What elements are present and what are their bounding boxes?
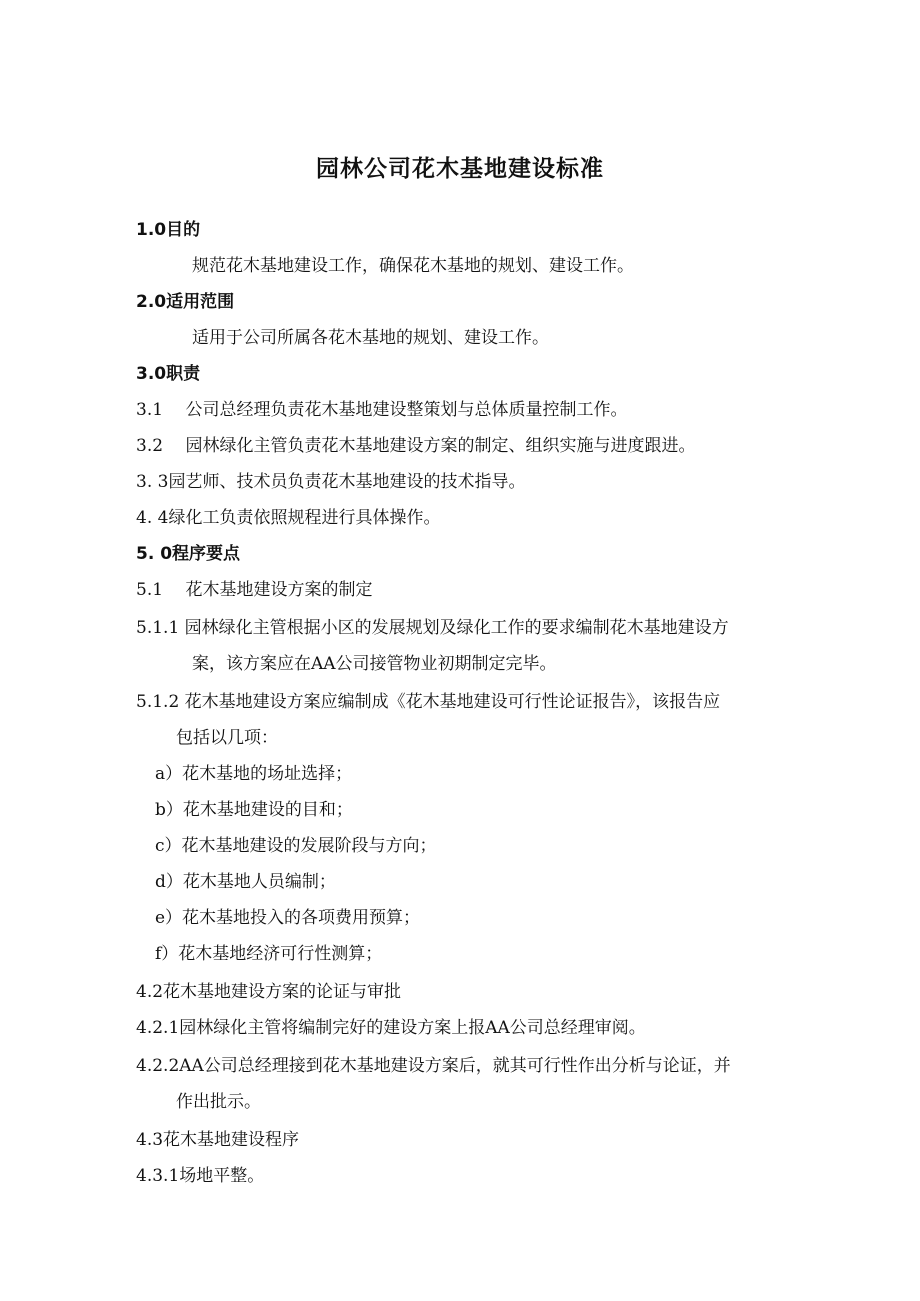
list-item: 4.3花木基地建设程序 bbox=[136, 1130, 300, 1150]
document-title: 园林公司花木基地建设标准 bbox=[316, 156, 604, 182]
list-item: 4. 4绿化工负责依照规程进行具体操作。 bbox=[136, 508, 441, 528]
heading-responsibility: 3.0职责 bbox=[136, 364, 201, 384]
list-item: 3. 3园艺师、技术员负责花木基地建设的技术指导。 bbox=[136, 472, 526, 492]
list-item: 5.1 花木基地建设方案的制定 bbox=[136, 580, 373, 600]
sub-list-item: d）花木基地人员编制； bbox=[155, 872, 336, 892]
list-item: 3.2 园林绿化主管负责花木基地建设方案的制定、组织实施与进度跟进。 bbox=[136, 436, 696, 456]
heading-scope: 2.0适用范围 bbox=[136, 292, 235, 312]
list-item: 4.2.1园林绿化主管将编制完好的建设方案上报AA公司总经理审阅。 bbox=[136, 1018, 646, 1038]
list-item: 5.1.2 花木基地建设方案应编制成《花木基地建设可行性论证报告》，该报告应 bbox=[136, 692, 721, 712]
paragraph: 规范花木基地建设工作，确保花木基地的规划、建设工作。 bbox=[192, 256, 634, 276]
list-item: 4.2花木基地建设方案的论证与审批 bbox=[136, 982, 402, 1002]
list-item: 4.2.2AA公司总经理接到花木基地建设方案后，就其可行性作出分析与论证，并 bbox=[136, 1056, 731, 1076]
heading-purpose: 1.0目的 bbox=[136, 220, 201, 240]
list-item-continued: 案，该方案应在AA公司接管物业初期制定完毕。 bbox=[192, 654, 557, 674]
sub-list-item: b）花木基地建设的目和； bbox=[155, 800, 353, 820]
list-item: 5.1.1 园林绿化主管根据小区的发展规划及绿化工作的要求编制花木基地建设方 bbox=[136, 618, 729, 638]
list-item: 4.3.1场地平整。 bbox=[136, 1166, 265, 1186]
list-item: 3.1 公司总经理负责花木基地建设整策划与总体质量控制工作。 bbox=[136, 400, 628, 420]
sub-list-item: a）花木基地的场址选择； bbox=[155, 764, 353, 784]
sub-list-item: c）花木基地建设的发展阶段与方向； bbox=[155, 836, 437, 856]
list-item-continued: 作出批示。 bbox=[176, 1092, 261, 1112]
sub-list-item: f）花木基地经济可行性测算； bbox=[155, 944, 383, 964]
sub-list-item: e）花木基地投入的各项费用预算； bbox=[155, 908, 421, 928]
heading-procedure: 5. 0程序要点 bbox=[136, 544, 241, 564]
paragraph: 适用于公司所属各花木基地的规划、建设工作。 bbox=[192, 328, 549, 348]
list-item-continued: 包括以几项： bbox=[176, 728, 278, 748]
